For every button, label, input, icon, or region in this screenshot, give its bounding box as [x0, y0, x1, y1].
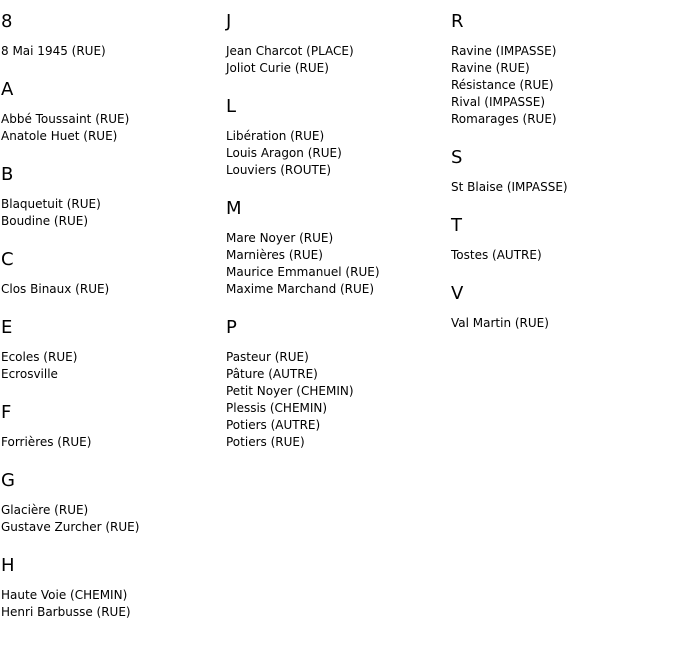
- street-item: Maurice Emmanuel (RUE): [226, 265, 380, 279]
- street-item: Ravine (IMPASSE): [451, 44, 557, 58]
- street-item: Maxime Marchand (RUE): [226, 282, 375, 296]
- street-item: Pâture (AUTRE): [226, 367, 318, 381]
- letter-heading: 8: [1, 11, 13, 32]
- letter-heading: P: [226, 317, 237, 338]
- letter-heading: V: [451, 283, 464, 304]
- letter-group: [226, 85, 451, 187]
- street-item: Ecrosville: [1, 367, 58, 381]
- street-index-column-2: [226, 0, 451, 459]
- street-item: Clos Binaux (RUE): [1, 282, 110, 296]
- letter-heading: M: [226, 198, 242, 219]
- street-item: Rival (IMPASSE): [451, 95, 546, 109]
- letter-group: [451, 136, 675, 204]
- letter-group: [226, 306, 451, 459]
- street-item: St Blaise (IMPASSE): [451, 180, 568, 194]
- street-item: Val Martin (RUE): [451, 316, 549, 330]
- street-list: [1, 271, 226, 306]
- street-list: [451, 169, 675, 204]
- street-list: [1, 33, 226, 68]
- street-list: [451, 33, 675, 136]
- street-item: Glacière (RUE): [1, 503, 89, 517]
- letter-group: [226, 187, 451, 306]
- letter-heading: L: [226, 96, 237, 117]
- letter-group: [1, 238, 226, 306]
- street-list: [451, 237, 675, 272]
- street-index-column-1: [1, 0, 226, 629]
- letter-group: [1, 68, 226, 153]
- street-item: Tostes (AUTRE): [451, 248, 542, 262]
- street-list: [226, 33, 451, 85]
- letter-heading: H: [1, 555, 15, 576]
- street-item: Forrières (RUE): [1, 435, 92, 449]
- street-item: Jean Charcot (PLACE): [226, 44, 354, 58]
- street-item: Libération (RUE): [226, 129, 325, 143]
- letter-group: [451, 204, 675, 272]
- letter-group: [226, 0, 451, 85]
- street-item: Gustave Zurcher (RUE): [1, 520, 140, 534]
- street-list: [226, 339, 451, 459]
- street-item: Haute Voie (CHEMIN): [1, 588, 128, 602]
- street-list: [1, 186, 226, 238]
- street-index-column-3: [451, 0, 675, 340]
- letter-group: [451, 272, 675, 340]
- street-item: Louis Aragon (RUE): [226, 146, 342, 160]
- street-list: [1, 101, 226, 153]
- street-item: Romarages (RUE): [451, 112, 557, 126]
- street-item: Marnières (RUE): [226, 248, 323, 262]
- letter-group: [1, 153, 226, 238]
- letter-heading: R: [451, 11, 464, 32]
- street-list: [226, 118, 451, 187]
- letter-heading: J: [226, 11, 232, 32]
- street-list: [1, 339, 226, 391]
- street-item: 8 Mai 1945 (RUE): [1, 44, 106, 58]
- street-item: Abbé Toussaint (RUE): [1, 112, 130, 126]
- street-item: Anatole Huet (RUE): [1, 129, 118, 143]
- street-item: Blaquetuit (RUE): [1, 197, 101, 211]
- letter-group: [451, 0, 675, 136]
- letter-heading: F: [1, 402, 12, 423]
- street-item: Ravine (RUE): [451, 61, 530, 75]
- street-item: Potiers (RUE): [226, 435, 305, 449]
- letter-group: [1, 391, 226, 459]
- letter-group: [1, 0, 226, 68]
- street-list: [226, 220, 451, 306]
- street-list: [451, 305, 675, 340]
- street-item: Ecoles (RUE): [1, 350, 78, 364]
- street-item: Résistance (RUE): [451, 78, 554, 92]
- letter-heading: S: [451, 147, 463, 168]
- letter-group: [1, 306, 226, 391]
- street-item: Pasteur (RUE): [226, 350, 309, 364]
- letter-heading: T: [451, 215, 462, 236]
- street-list: [1, 577, 226, 629]
- street-item: Mare Noyer (RUE): [226, 231, 334, 245]
- street-item: Joliot Curie (RUE): [226, 61, 329, 75]
- street-item: Potiers (AUTRE): [226, 418, 321, 432]
- letter-group: [1, 459, 226, 544]
- street-item: Plessis (CHEMIN): [226, 401, 328, 415]
- letter-heading: C: [1, 249, 14, 270]
- letter-heading: A: [1, 79, 14, 100]
- street-item: Petit Noyer (CHEMIN): [226, 384, 354, 398]
- letter-heading: B: [1, 164, 14, 185]
- street-item: Henri Barbusse (RUE): [1, 605, 131, 619]
- letter-group: [1, 544, 226, 629]
- street-item: Louviers (ROUTE): [226, 163, 332, 177]
- street-list: [1, 492, 226, 544]
- letter-heading: G: [1, 470, 15, 491]
- street-item: Boudine (RUE): [1, 214, 88, 228]
- letter-heading: E: [1, 317, 13, 338]
- street-list: [1, 424, 226, 459]
